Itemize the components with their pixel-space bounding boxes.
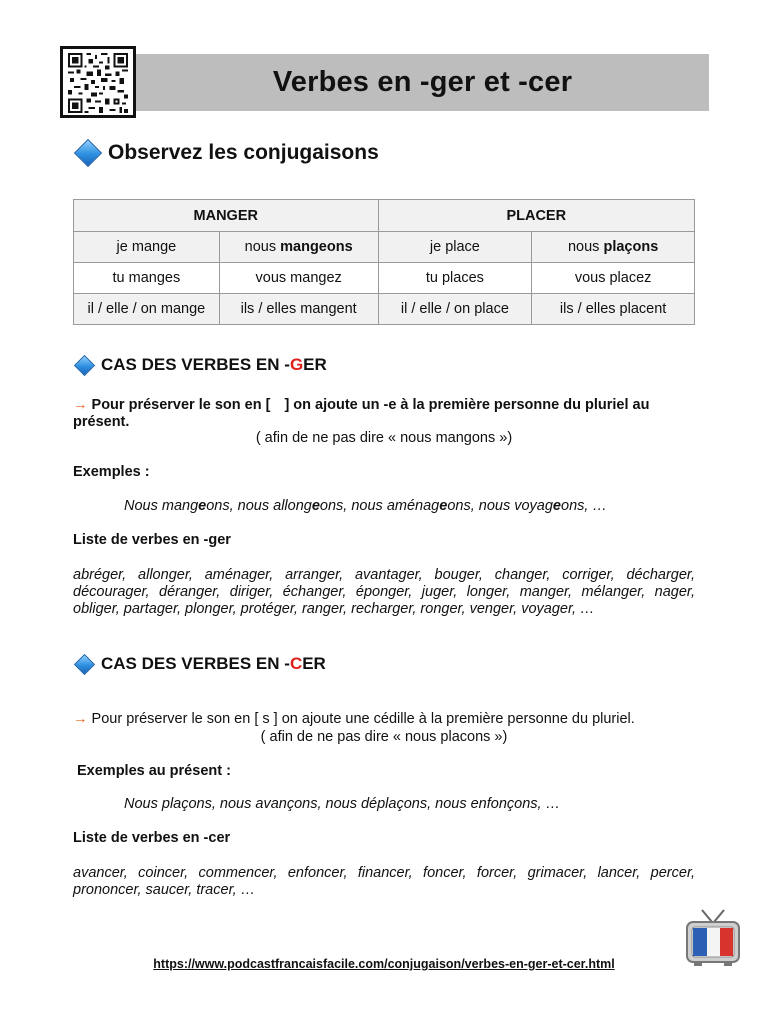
- ger-verb-list: abréger, allonger, aménager, arranger, avantager, bouger, changer, corriger, décharger, décourager, déranger, diriger, échanger, éponger, juger, longer, manger, mélanger, nager, obliger, partager, plonger, protéger, ranger, recharger, ronger, venger, voyager, …: [73, 567, 695, 617]
- highlight-letter: C: [289, 654, 303, 673]
- cer-note: ( afin de ne pas dire « nous placons »): [260, 729, 508, 745]
- ger-list-label: Liste de verbes en -ger: [73, 532, 231, 548]
- qr-code-icon: [60, 46, 136, 118]
- table-row: [74, 232, 695, 263]
- table-cell: nous mangeons: [219, 232, 378, 263]
- table-cell: nous plaçons: [532, 232, 695, 263]
- table-cell: il / elle / on place: [378, 294, 532, 325]
- cer-examples: Nous plaçons, nous avançons, nous déplaçons, nous enfonçons, …: [124, 796, 561, 812]
- table-cell: vous mangez: [219, 263, 378, 294]
- ger-examples: Nous mangeons, nous allongeons, nous aménageons, nous voyageons, …: [124, 498, 607, 514]
- arrow-icon: →: [73, 711, 88, 727]
- ger-rule: → Pour préserver le son en [ ] on ajoute un -e à la première personne du pluriel au présent.: [73, 397, 650, 430]
- ger-examples-label: Exemples :: [73, 464, 150, 480]
- cer-verb-list: avancer, coincer, commencer, enfoncer, financer, foncer, forcer, grimacer, lancer, percer, prononcer, saucer, tracer, …: [73, 865, 695, 898]
- table-header-placer: PLACER: [378, 200, 694, 232]
- section-heading-cer: CAS DES VERBES EN - C ER: [74, 654, 326, 674]
- diamond-icon: [74, 653, 95, 674]
- cer-rule: → Pour préserver le son en [ s ] on ajoute une cédille à la première personne du pluriel.: [73, 711, 635, 727]
- table-cell: tu manges: [74, 263, 220, 294]
- cer-examples-label: Exemples au présent :: [77, 763, 231, 779]
- section-title: Observez les conjugaisons: [108, 141, 379, 164]
- table-cell: je mange: [74, 232, 220, 263]
- source-url-link[interactable]: https://www.podcastfrancaisfacile.com/conjugaison/verbes-en-ger-et-cer.html: [153, 957, 615, 971]
- table-header-row: [74, 200, 695, 232]
- table-cell: ils / elles placent: [532, 294, 695, 325]
- table-cell: ils / elles mangent: [219, 294, 378, 325]
- diamond-icon: [74, 354, 95, 375]
- table-cell: je place: [378, 232, 532, 263]
- arrow-icon: →: [73, 397, 88, 413]
- section-heading-ger: CAS DES VERBES EN - G ER: [74, 355, 327, 375]
- cer-list-label: Liste de verbes en -cer: [73, 830, 231, 846]
- highlight-letter: G: [289, 355, 304, 374]
- ger-note: ( afin de ne pas dire « nous mangons »): [255, 430, 513, 446]
- table-row: [74, 294, 695, 325]
- table-cell: il / elle / on mange: [74, 294, 220, 325]
- table-cell: tu places: [378, 263, 532, 294]
- table-row: [74, 263, 695, 294]
- title-banner: [136, 54, 709, 111]
- table-header-manger: MANGER: [74, 200, 379, 232]
- table-cell: vous placez: [532, 263, 695, 294]
- conjugation-table: [73, 199, 695, 325]
- page-title: Verbes en -ger et -cer: [272, 66, 573, 98]
- diamond-icon: [74, 139, 102, 167]
- section-heading-observe: [74, 141, 379, 165]
